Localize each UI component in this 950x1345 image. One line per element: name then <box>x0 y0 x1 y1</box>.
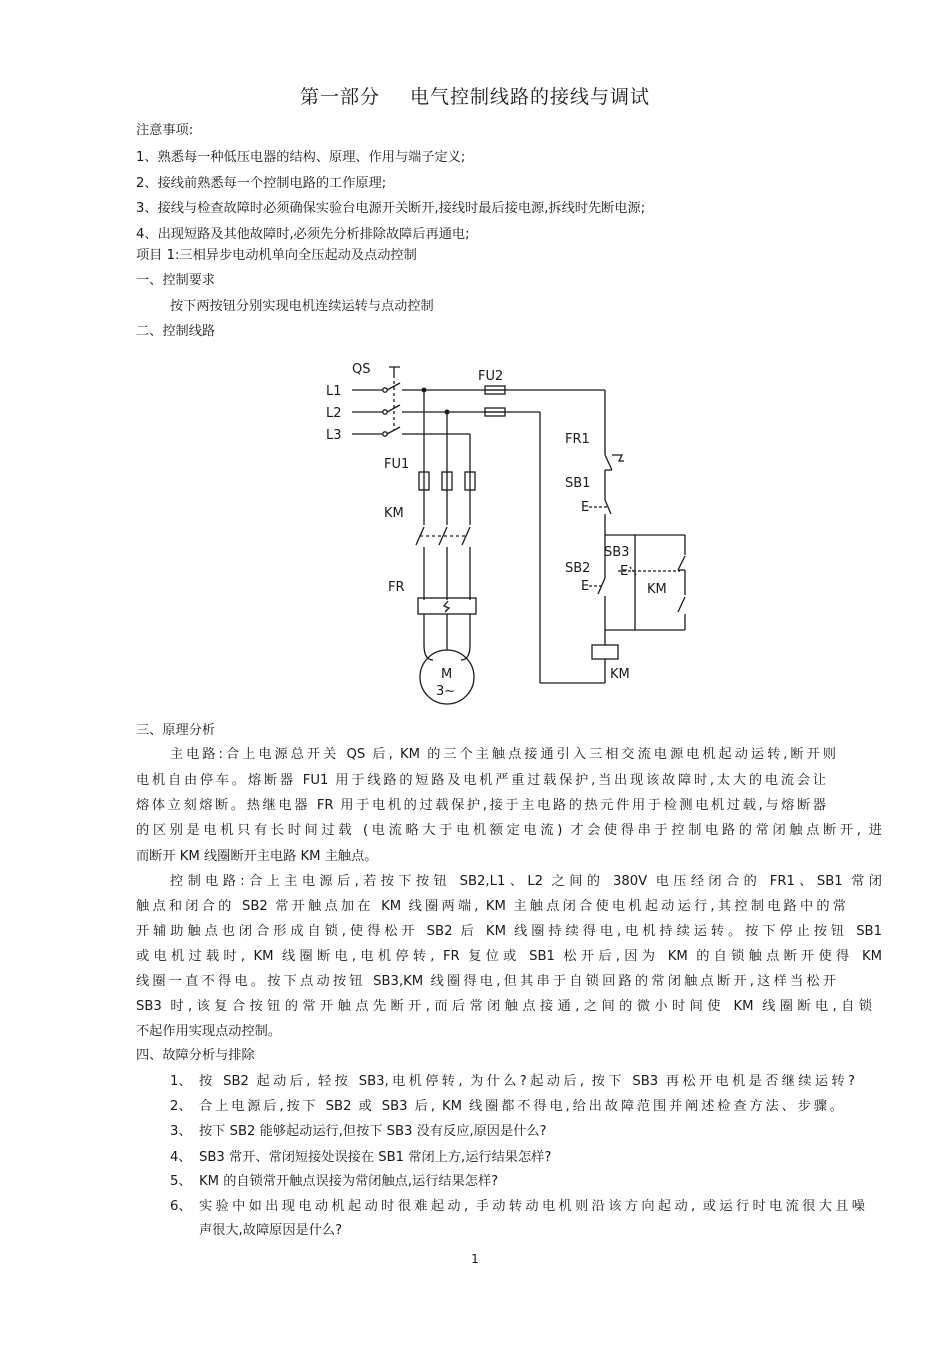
label-km-main: KM <box>384 506 404 521</box>
label-km-aux: KM <box>647 582 667 597</box>
km-coil-icon <box>592 645 618 659</box>
label-fu1: FU1 <box>384 457 410 472</box>
fault-item-number: 3、 <box>170 1124 192 1139</box>
project-title: 项目 1:三相异步电动机单向全压起动及点动控制 <box>136 248 417 263</box>
analysis-control-line: 线圈一直不得电。按下点动按钮 SB3,KM 线圈得电,但其串于自锁回路的常闭触点断开,这样当松开 <box>136 974 836 989</box>
fault-item-number: 5、 <box>170 1174 192 1189</box>
fault-item-text: 合上电源后,按下 SB2 或 SB3 后, KM 线圈都不得电,给出故障范围并阐述检查方法、步骤。 <box>199 1099 843 1114</box>
qs-handle-icon <box>389 367 400 375</box>
analysis-main-line: 的区别是电机只有长时间过载 (电流略大于电机额定电流) 才会使得串于控制电路的常闭触点断开, 进 <box>136 823 882 838</box>
note-item: 1、熟悉每一种低压电器的结构、原理、作用与端子定义; <box>136 150 466 165</box>
fault-item-number: 1、 <box>170 1074 192 1089</box>
analysis-main-line: 主电路:合上电源总开关 QS 后, KM 的三个主触点接通引入三相交流电源电机起动运转,断开则 <box>170 747 836 762</box>
control-requirement-heading: 一、控制要求 <box>136 273 216 288</box>
faults-heading: 四、故障分析与排除 <box>136 1048 255 1063</box>
label-motor-phase: 3~ <box>436 684 456 699</box>
analysis-main-line: 而断开 KM 线圈断开主电路 KM 主触点。 <box>136 849 378 864</box>
control-requirement-text: 按下两按钮分别实现电机连续运转与点动控制 <box>170 299 434 314</box>
analysis-control-line: 不起作用实现点动控制。 <box>136 1024 282 1039</box>
label-l3: L3 <box>326 428 342 443</box>
page-number: 1 <box>471 1252 479 1266</box>
analysis-control-line: 控制电路:合上主电源后,若按下按钮 SB2,L1、L2 之间的 380V 电压经闭合的 FR1、SB1 常闭 <box>170 874 882 889</box>
analysis-control-line: 或电机过载时, KM 线圈断电,电机停转, FR 复位或 SB1 松开后,因为 KM 的自锁触点断开使得 KM <box>136 949 882 964</box>
fault-item-text: 声很大,故障原因是什么? <box>199 1223 343 1238</box>
notes-heading: 注意事项: <box>136 123 194 138</box>
label-qs: QS <box>352 362 371 377</box>
analysis-main-line: 电机自由停车。熔断器 FU1 用于线路的短路及电机严重过载保护,当出现该故障时,太大的电流会让 <box>136 773 826 788</box>
label-km-coil: KM <box>610 667 630 682</box>
label-motor-m: M <box>441 667 453 682</box>
fault-item-text: 按下 SB2 能够起动运行,但按下 SB3 没有反应,原因是什么? <box>199 1124 547 1139</box>
fault-item-number: 2、 <box>170 1099 192 1114</box>
label-fr1: FR1 <box>565 432 590 447</box>
label-sb3-e: E <box>620 564 629 579</box>
fault-item-text: KM 的自锁常开触点误接为常闭触点,运行结果怎样? <box>199 1174 499 1189</box>
label-fr: FR <box>388 580 405 595</box>
fault-item-text: 实验中如出现电动机起动时很难起动, 手动转动电机则沿该方向起动, 或运行时电流很大且噪 <box>199 1199 865 1214</box>
label-sb1-e: E <box>581 500 590 515</box>
label-fu2: FU2 <box>478 369 504 384</box>
analysis-control-line: 开辅助触点也闭合形成自锁,使得松开 SB2 后 KM 线圈持续得电,电机持续运转。按下停止按钮 SB1 <box>136 924 882 939</box>
analysis-control-line: SB3 时,该复合按钮的常开触点先断开,而后常闭触点接通,之间的微小时间使 KM 线圈断电,自锁 <box>136 999 872 1014</box>
analysis-main-line: 熔体立刻熔断。热继电器 FR 用于电机的过载保护,接于主电路的热元件用于检测电机过载,与熔断器 <box>136 798 826 813</box>
title-name: 电气控制线路的接线与调试 <box>410 86 651 108</box>
fault-item-text: 按 SB2 起动后, 轻按 SB3,电机停转, 为什么?起动后, 按下 SB3 再松开电机是否继续运转? <box>199 1074 855 1089</box>
note-item: 4、出现短路及其他故障时,必须先分析排除故障后再通电; <box>136 227 470 242</box>
fault-item-text: SB3 常开、常闭短接处误接在 SB1 常闭上方,运行结果怎样? <box>199 1150 552 1165</box>
analysis-control-line: 触点和闭合的 SB2 常开触点加在 KM 线圈两端, KM 主触点闭合使电机起动运行,其控制电路中的常 <box>136 899 846 914</box>
note-item: 3、接线与检查故障时必须确保实验台电源开关断开,接线时最后接电源,拆线时先断电源; <box>136 201 646 216</box>
label-l1: L1 <box>326 384 342 399</box>
label-sb1: SB1 <box>565 476 591 491</box>
label-l2: L2 <box>326 406 342 421</box>
label-sb2-e: E <box>581 579 590 594</box>
analysis-heading: 三、原理分析 <box>136 723 216 738</box>
label-sb3: SB3 <box>604 545 630 560</box>
fault-item-number: 4、 <box>170 1150 192 1165</box>
label-sb2: SB2 <box>565 561 591 576</box>
fault-item-number: 6、 <box>170 1199 192 1214</box>
note-item: 2、接线前熟悉每一个控制电路的工作原理; <box>136 176 387 191</box>
fr-thermal-element <box>418 598 476 614</box>
control-circuit-heading: 二、控制线路 <box>136 324 216 339</box>
title-part: 第一部分 <box>299 86 380 108</box>
